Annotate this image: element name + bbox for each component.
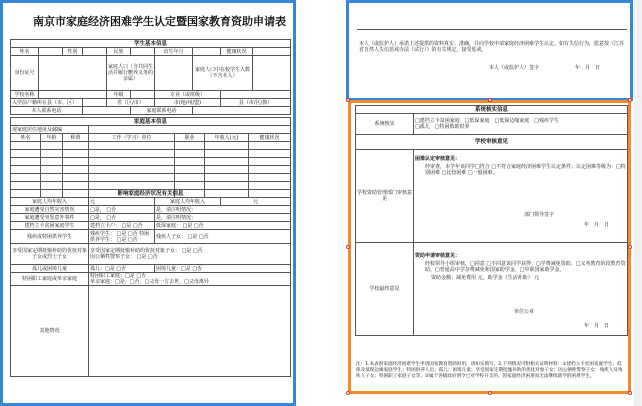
cell-label: 特困职工家庭或单亲家庭 [11, 273, 89, 286]
cell-label: 专业（或班级） [155, 91, 221, 99]
table-row [11, 56, 291, 91]
cell-label: 家庭人口中在校学生人数（不含本人） [193, 56, 253, 91]
column-header: 职业 [175, 134, 205, 142]
table-row [356, 114, 628, 135]
address-field[interactable] [89, 126, 291, 134]
grade-field[interactable] [131, 91, 155, 99]
table-row [11, 222, 291, 230]
resize-handle[interactable] [346, 98, 350, 102]
checkbox-option[interactable]: □是， □否 [89, 206, 155, 214]
note-text[interactable]: 是，请注明情况： [155, 214, 291, 222]
aid-amount: 资助金额：减免费用 元，助学金（生活补助） 元 [431, 275, 540, 281]
id-number-field[interactable] [39, 56, 107, 91]
cell-label: 学校最终意见 [356, 243, 414, 336]
school-name-field[interactable] [39, 91, 107, 99]
major-field[interactable] [221, 91, 291, 99]
cell-label: 家庭联系电话 [131, 107, 193, 115]
difficulty-info-table [10, 189, 291, 377]
cell-label: 市(地/州/盟) [155, 99, 221, 107]
address-label: 现家庭居住地址及邮编 [11, 126, 89, 134]
section-school-review: 学校审核意见 [356, 135, 628, 150]
table-row [11, 107, 291, 115]
footnote: 注：1.本表供家庭经济困难学生申请国家教育资助时用，请如实填写。2.下列情况可附相关证明材料：①建档立卡贫困家庭学生；低保及低保边缘家庭学生；特困供养人员；孤儿；困境儿童；享受国家定期抚恤补助的优抚对象子女；因公牺牲警察子女；残疾人及残疾人子女；特困职工家庭子女等。②属于各级政府明令已对学校开支的。因家庭经济困难而无法继续就学的困难学生。 [356, 362, 623, 379]
table-row [11, 214, 291, 222]
cell-label: 享受国家定期抚恤补助的优抚对象子女或烈士子女 [11, 244, 89, 265]
table-row[interactable] [11, 174, 291, 182]
checkbox-option[interactable]: 孤儿：□是 □否 [89, 265, 155, 273]
health-field[interactable] [253, 48, 291, 56]
cell-label: 学校资助管理部门审核意见 [356, 150, 414, 243]
date-label: 年 月 日 [575, 65, 601, 71]
date-label: 年 月 日 [584, 222, 610, 228]
cell-label: 家庭人均年收入 [11, 198, 89, 206]
cell-label: 学校名称 [11, 91, 39, 99]
vertical-scrollbar[interactable] [634, 0, 642, 406]
column-header: 年收入(元) [205, 134, 249, 142]
family-phone-field[interactable] [193, 107, 291, 115]
table-row [11, 230, 291, 244]
students-count-field[interactable] [253, 56, 291, 91]
column-header: 工作（学习）单位 [89, 134, 175, 142]
gender-field[interactable] [83, 48, 107, 56]
cell-label: 家庭人均年收入 [155, 198, 221, 206]
table-row[interactable] [11, 142, 291, 150]
table-row [11, 99, 291, 107]
cell-label: 省（区/市） [107, 99, 155, 107]
other-info-field[interactable] [89, 286, 291, 377]
table-row [11, 265, 291, 273]
aid-title: 资助申请审核意见： [415, 253, 461, 259]
cell-label: 年级 [107, 91, 131, 99]
table-row [11, 198, 291, 206]
page-3-selection-frame[interactable] [348, 100, 631, 394]
cell-label: 本人联系电话 [11, 107, 83, 115]
student-info-table [10, 39, 291, 115]
review-table [355, 105, 628, 336]
income-unit[interactable]: 元 [221, 198, 291, 206]
table-row[interactable] [11, 158, 291, 166]
divider [357, 29, 627, 30]
cell-label: 建档立卡贫困家庭学生 [11, 222, 89, 230]
resize-handle[interactable] [628, 245, 632, 249]
page-2-selection-frame[interactable] [346, 0, 633, 101]
promise-text: 本人（或监护人）承诺上述提供的资料真实、准确，并向学校申请家庭经济困难学生认定。如有失信行为，愿意按《江苏省自然人失信惩戒办法（试行）》的有关规定，接受惩戒。 [359, 41, 625, 53]
section-difficulty-info: 影响家庭经济状况有关信息 [11, 190, 291, 198]
cell-label: 县（市/区/旗） [221, 99, 291, 107]
cell-label: 家庭人口（含共同生活并履行赡养义务的亲属） [107, 56, 155, 91]
aid-opinion[interactable] [414, 243, 628, 336]
table-row [356, 243, 628, 336]
resize-handle[interactable] [346, 391, 350, 395]
cell-label: 家庭遭受突发意外事件 [11, 214, 89, 222]
checkbox-option[interactable]: 残疾学生： □是 □否 特困供养学生： □是 □否 [89, 230, 155, 244]
table-row [11, 91, 291, 99]
table-row[interactable] [11, 150, 291, 158]
other-info-label: 其他情况 [11, 286, 89, 377]
section-family-info: 家庭基本信息 [11, 118, 291, 126]
section-student-info: 学生基本信息 [11, 40, 291, 48]
date-label: 年 月 日 [584, 323, 610, 329]
cell-label: 系统核实 [356, 114, 414, 135]
cell-label: 身份证号 [11, 56, 39, 91]
resize-handle[interactable] [346, 245, 350, 249]
cell-label: 入学前户籍所在县（市、区） [11, 99, 83, 107]
aid-text: 经校领导小组审核，□同意 □不同意该同学获得：□学费减免资助、□义务教育阶段教育资助、□普通高中学杂费减免和国家助学金、□中职国家助学金。 [425, 261, 626, 273]
column-header: 年龄 [41, 134, 63, 142]
income-unit[interactable]: 元 [89, 198, 155, 206]
note-text[interactable]: 是，请注明情况： [155, 206, 291, 214]
page-1-selection-frame[interactable] [0, 0, 296, 406]
checkbox-option[interactable]: 建档立卡户： □是 □否 [89, 222, 155, 230]
family-size-field[interactable] [155, 56, 193, 91]
cell-label: 残疾或特困供养学生 [11, 230, 89, 244]
table-row [11, 244, 291, 265]
resize-handle[interactable] [628, 98, 632, 102]
checkbox-option[interactable]: □是， □否 [89, 214, 155, 222]
birth-field[interactable] [193, 48, 221, 56]
cell-label: 民族 [107, 48, 131, 56]
table-row [356, 150, 628, 243]
unit-seal-label: 单位公章 [514, 309, 535, 315]
checkbox-option[interactable]: 残疾人子女： □是 □否 [155, 230, 291, 244]
resize-handle[interactable] [488, 98, 492, 102]
cell-label: 家庭遭受自然灾害情况 [11, 206, 89, 214]
name-field[interactable] [39, 48, 63, 56]
page-title: 南京市家庭经济困难学生认定暨国家教育资助申请表 [33, 15, 286, 28]
checkbox-option[interactable]: 特困职工家庭：□是 □否 单亲家庭：□是，□否，□父母一方去世，□父母离异 [89, 273, 291, 286]
recog-text: 经审查，本学年该同学□符合 □不符合家庭经济困难学生认定条件；认定困难等级为：□特别困难 □比较困难 □一般困难。 [425, 164, 626, 176]
recog-opinion[interactable] [414, 150, 628, 243]
recog-title: 困难认定审核意见： [415, 156, 461, 162]
checkbox-option[interactable]: 享受国家定期抚恤补助的优抚对象子女： □是 □否 因公牺牲警察子女： □是 □否 [89, 244, 291, 265]
section-system-verify: 系统核实信息 [356, 106, 628, 114]
family-info-table [10, 117, 291, 198]
table-row[interactable] [11, 166, 291, 174]
column-header: 健康状况 [249, 134, 291, 142]
cell-label: 出生年月 [155, 48, 193, 56]
checkbox-option[interactable]: 困境儿童：□是 □否 [155, 265, 291, 273]
column-header: 称谓 [63, 134, 89, 142]
signature-label: 本人（或监护人）签字 [489, 65, 540, 71]
table-row [11, 206, 291, 214]
table-row [11, 48, 291, 56]
resize-handle[interactable] [488, 391, 492, 395]
column-header: 姓名 [11, 134, 41, 142]
resize-handle[interactable] [628, 391, 632, 395]
cell-label: 姓名 [11, 48, 39, 56]
phone-field[interactable] [83, 107, 131, 115]
checkbox-option[interactable]: 低保家庭： □是 □否 [155, 222, 291, 230]
table-row [11, 273, 291, 286]
ethnicity-field[interactable] [131, 48, 155, 56]
table-row [11, 126, 291, 134]
province-field[interactable] [83, 99, 107, 107]
system-options[interactable]: □建档立卡贫困家庭 □低保家庭 □低保边缘家庭 □残疾学生 □孤儿 □特困救助供养 [414, 114, 628, 135]
table-row [11, 286, 291, 377]
cell-label: 性别 [63, 48, 83, 56]
dept-sign-label: 部门领导签字 [524, 212, 555, 218]
cell-label: 孤儿或困境儿童 [11, 265, 89, 273]
table-row [11, 134, 291, 142]
cell-label: 健康状况 [221, 48, 253, 56]
